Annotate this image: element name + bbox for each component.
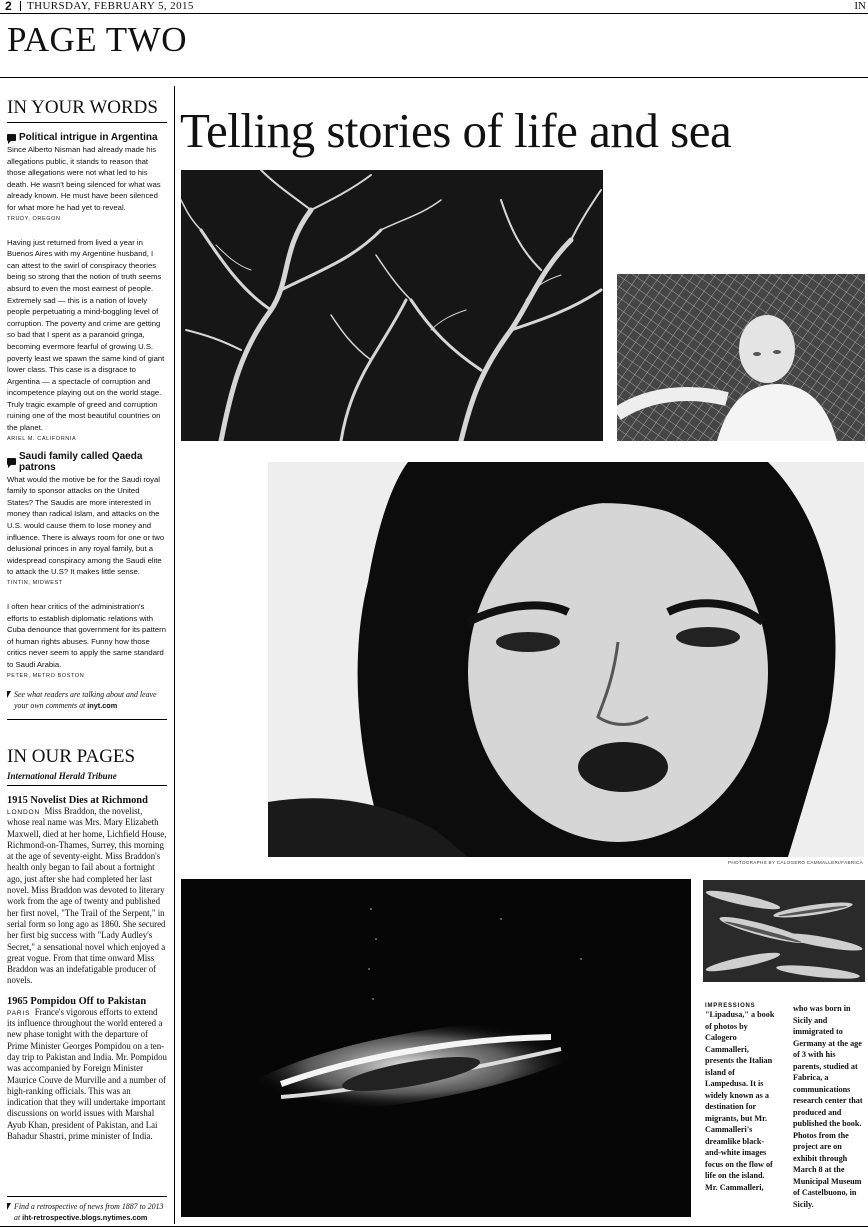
cursor-icon	[7, 691, 11, 698]
archive-headline: 1965 Pompidou Off to Pakistan	[7, 995, 147, 1007]
comment-bubble-icon	[7, 134, 16, 141]
retrospective-link[interactable]: Find a retrospective of news from 1887 to 2013 at iht-retrospective.blogs.nytimes.com	[7, 1196, 167, 1223]
issue-date: THURSDAY, FEBRUARY 5, 2015	[27, 0, 194, 12]
comment-text: What would the motive be for the Saudi royal family to sponsor attacks on the United States? The Saudis are more interested in money than radical Islam, and attacks on the U.S. would cause them to lose money and influence. There is always room for one or two delusional princes in any royal family, but a widespread conspiracy among the Saudi elite to attack the U.S? It makes little sense.	[7, 474, 165, 577]
comment-signature: TINTIN, MIDWEST	[7, 580, 63, 586]
in-our-pages-section	[7, 746, 167, 1142]
comment-signature: PETER, METRO BOSTON	[7, 672, 85, 679]
caption-text: who was born in Sicily and immigrated to Germany at the age of 3 with his parents, studied at Fabrica, a communications research center that produced and published the book. Photos from the project are on exhibit through March 8 at the Municipal Museum of Castelbuono, in Sicily.	[793, 1004, 863, 1209]
archive-story: PARIS France's vigorous efforts to extend its influence throughout the world entered a new phase tonight with the departure of Prime Minister Georges Pompidou on a ten-day trip to Pakistan and India. Mr. Pompidou was accompanied by Foreign Minister Maurice Couve de Murville and a number of high-ranking officials. This was an indication that they will undertake important discussions on world issues with Marshal Ayub Khan, president of Pakistan, and Lai Bahadur Shastri, prime minister of India.	[7, 1006, 167, 1142]
comment-heading: Saudi family called Qaeda patrons	[7, 451, 167, 473]
page-number: 2	[5, 0, 12, 13]
caption-column	[793, 1003, 864, 1210]
caption-text: "Lipadusa," a book of photos by Calogero Cammalleri, presents the Italian island of Lampedusa. It is widely known as a destination for migrants, but Mr. Cammalleri's dreamlike black-and-white images focus on the flow of life on the island. Mr. Cammalleri,	[705, 1010, 775, 1192]
header-divider	[20, 1, 21, 11]
caption-label: IMPRESSIONS	[705, 1003, 756, 1009]
bottom-rule	[0, 1226, 868, 1227]
title-rule	[0, 77, 868, 78]
caption-column	[705, 1003, 776, 1210]
photo-boat-night	[181, 879, 691, 1217]
comment-text: I often hear critics of the administration's efforts to establish diplomatic relations with Cuba denounce that government for its pattern of human rights abuses. Funny how those critics never seem to apply the same standard to Saudi Arabia.	[7, 602, 166, 669]
iht-masthead: International Herald Tribune	[7, 771, 117, 781]
section-rule	[7, 719, 167, 720]
section-rule	[7, 785, 167, 786]
in-your-words-title: IN YOUR WORDS	[7, 97, 167, 123]
in-your-words-section	[7, 97, 167, 720]
photo-credit: PHOTOGRAPHS BY CALOGERO CAMMALLERI/FABRICA	[728, 860, 863, 865]
photo-trees	[181, 170, 603, 441]
comment-heading: Political intrigue in Argentina	[7, 132, 167, 143]
page-title: PAGE TWO	[7, 20, 187, 59]
section-corner-label: IN	[854, 0, 866, 12]
photo-fisherman-net	[617, 274, 865, 441]
photo-fish	[703, 880, 865, 982]
photo-caption	[705, 1003, 865, 1210]
feature-headline: Telling stories of life and sea	[180, 103, 732, 158]
in-our-pages-title: IN OUR PAGES	[7, 746, 136, 767]
comment-signature: ARIEL M. CALIFORNIA	[7, 435, 77, 442]
archive-story: LONDON Miss Braddon, the novelist, whose real name was Mrs. Mary Elizabeth Maxwell, died at her home, Lichfield House, Richmond-on-Thames, Surrey, this morning at the age of seventy-eight. Miss Braddon's health only began to fail about a fortnight ago, just after she had completed her last novel. Miss Braddon was devoted to literary work from the age of twenty and published her first novel, "The Trail of the Serpent," in serial form so long ago as 1860. She secured her first big success with "Lady Audley's Secret," a sensational novel which enjoyed a great vogue. From that time onward Miss Braddon was an indefatigable producer of novels.	[7, 806, 167, 986]
cursor-icon	[7, 1203, 11, 1210]
photo-girl-portrait	[268, 462, 864, 857]
archive-headline: 1915 Novelist Dies at Richmond	[7, 795, 148, 806]
comment-text: Since Alberto Nisman had already made his allegations public, it stands to reason that those allegations were not what led to his death. He wasn't being silenced for what was already known. He must have been silenced for what more he had yet to reveal.	[7, 145, 161, 212]
comment-bubble-icon	[7, 458, 16, 465]
column-divider	[174, 86, 175, 1224]
top-bar	[0, 0, 868, 14]
comment-signature: TRUDY, OREGON	[7, 215, 61, 222]
reader-comments-link[interactable]: See what readers are talking about and leave your own comments at inyt.com	[7, 689, 167, 711]
comment-text: Having just returned from lived a year in Buenos Aires with my Argentine husband, I can attest to the swirl of conspiracy theories being so strong that the notion of truth seems absurd to even the most earnest of people. Extremely sad — this is a nation of lovely people perpetuating a mind-boggling level of corruption. The poverty and crime are getting so bad that I spent as a paranoid gringa, becoming evermore fearful of growing U.S. poverty least we spawn the same kind of giant lower class. This case is a disgrace to Argentina — a spectacle of corruption and incompetence playing out on the world stage. Truly tragic example of greed and corruption ruining one of the most beautiful countries on the planet.	[7, 237, 165, 433]
